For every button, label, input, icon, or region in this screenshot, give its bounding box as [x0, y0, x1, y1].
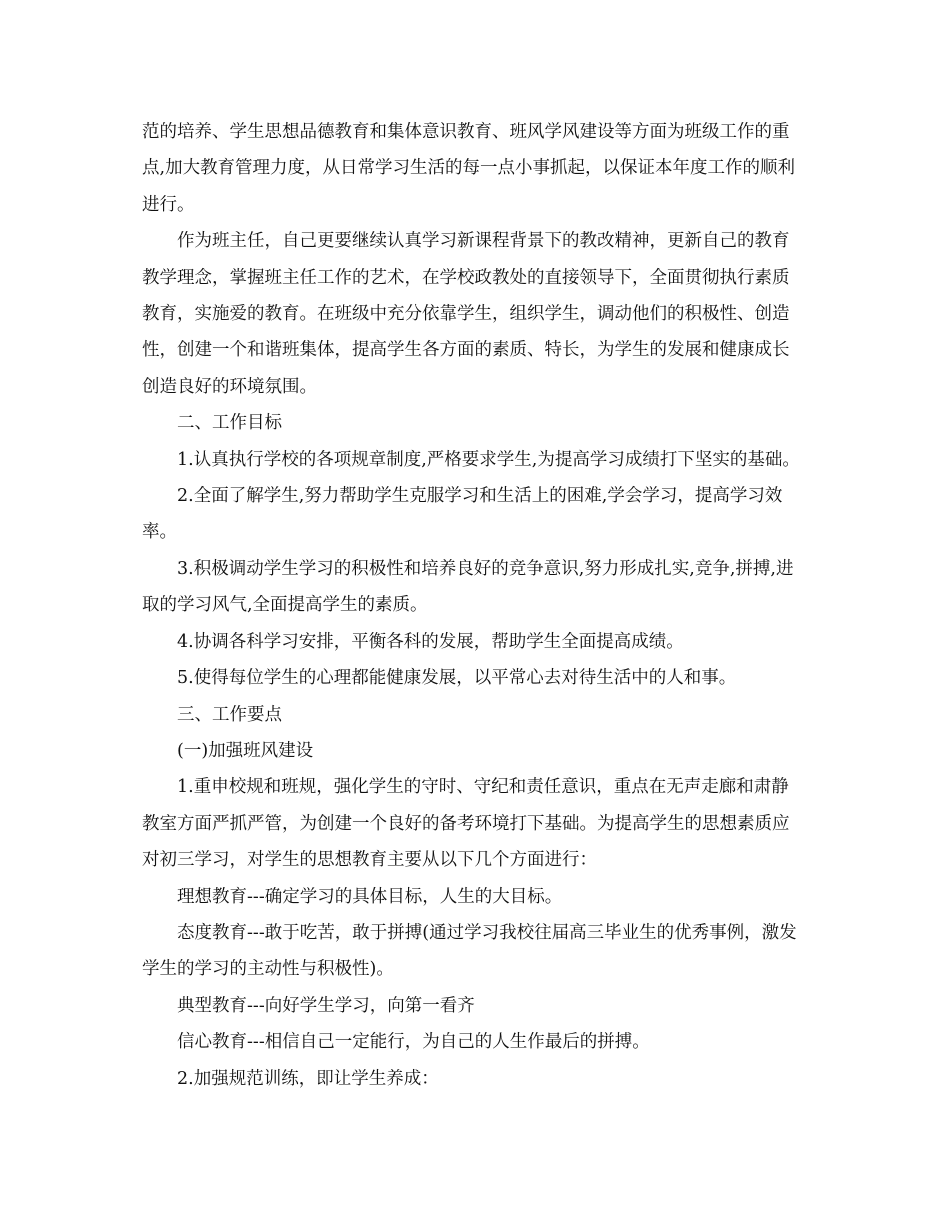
paragraph-class-teacher-role: 作为班主任，自己更要继续认真学习新课程背景下的教改精神，更新自己的教育教学理念，掌握班主任工作的艺术，在学校政教处的直接领导下，全面贯彻执行素质教育，实施爱的教育。在班级中充分依靠学生，组织学生，调动他们的积极性、创造性，创建一个和谐班集体，提高学生各方面的素质、特长，为学生的发展和健康成长创造良好的环境氛围。 [142, 231, 790, 397]
education-model: 典型教育---向好学生学习，向第一看齐 [177, 995, 475, 1016]
goal-item-5: 5.使得每位学生的心理都能健康发展，以平常心去对待生活中的人和事。 [177, 668, 737, 689]
document-body [142, 114, 804, 1097]
education-attitude: 态度教育---敢于吃苦，敢于拼搏(通过学习我校往届高三毕业生的优秀事例，激发学生的学习的主动性与积极性)。 [142, 922, 797, 980]
goal-item-4: 4.协调各科学习安排，平衡各科的发展，帮助学生全面提高成绩。 [177, 631, 684, 652]
goal-item-2: 2.全面了解学生,努力帮助学生克服学习和生活上的困难,学会学习，提高学习效率。 [142, 486, 783, 543]
education-ideal: 理想教育---确定学习的具体目标，人生的大目标。 [177, 886, 563, 907]
paragraph-intro-continuation: 范的培养、学生思想品德教育和集体意识教育、班风学风建设等方面为班级工作的重点,加大教育管理力度，从日常学习生活的每一点小事抓起，以保证本年度工作的顺利进行。 [142, 122, 796, 215]
point-item-1: 1.重申校规和班规，强化学生的守时、守纪和责任意识，重点在无声走廊和肃静教室方面严抓严管，为创建一个良好的备考环境打下基础。为提高学生的思想素质应对初三学习，对学生的思想教育主要从以下几个方面进行： [142, 777, 790, 871]
point-item-2: 2.加强规范训练，即让学生养成： [177, 1068, 439, 1089]
section-heading-work-goals: 二、工作目标 [177, 413, 282, 434]
goal-item-3: 3.积极调动学生学习的积极性和培养良好的竞争意识,努力形成扎实,竞争,拼搏,进取的学习风气,全面提高学生的素质。 [142, 558, 794, 616]
goal-item-1: 1.认真执行学校的各项规章制度,严格要求学生,为提高学习成绩打下坚实的基础。 [177, 449, 800, 470]
subheading-class-style: (一)加强班风建设 [177, 740, 314, 761]
section-heading-work-points: 三、工作要点 [177, 704, 282, 725]
education-confidence: 信心教育---相信自己一定能行，为自己的人生作最后的拼搏。 [177, 1032, 650, 1053]
